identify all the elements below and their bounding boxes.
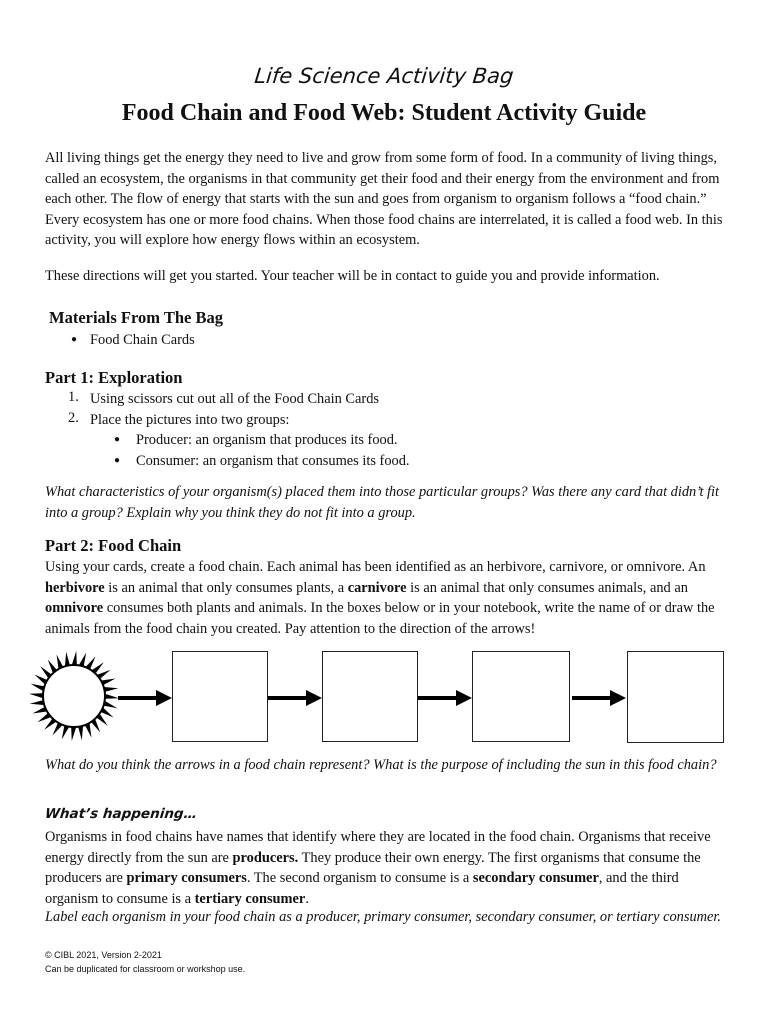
- happening-heading: What’s happening…: [44, 806, 198, 822]
- bullet-icon: ●: [71, 334, 78, 345]
- part1-heading: Part 1: Exploration: [45, 368, 183, 387]
- series-title: Life Science Activity Bag: [253, 64, 515, 88]
- term-producers: producers.: [232, 849, 299, 866]
- intro-paragraph: All living things get the energy they need to live and grow from some form of food. In a community of living things, called an ecosystem, the organisms in that community get their food and their energy from the environment and from each other. The flow of energy that starts with the sun and goes from organism to organism follows a “food chain.” Every ecosystem has one or more food chains. When those food chains are interrelated, it is called a food web. In this activity, you will explore how energy flows within an ecosystem.: [45, 150, 723, 248]
- food-chain-box[interactable]: [172, 651, 268, 742]
- part1-group-producer: Producer: an organism that produces its food.: [136, 432, 398, 448]
- part1-step-2: Place the pictures into two groups:: [90, 412, 290, 428]
- footer-copyright: © CIBL 2021, Version 2-2021: [45, 950, 162, 960]
- term-omnivore: omnivore: [45, 600, 104, 616]
- materials-heading: Materials From The Bag: [49, 308, 223, 327]
- arrow-icon: [418, 688, 472, 708]
- term-carnivore: carnivore: [347, 579, 407, 596]
- footer-usage: Can be duplicated for classroom or workshop use.: [45, 964, 246, 974]
- bullet-icon: ●: [114, 455, 121, 466]
- page-title: Food Chain and Food Web: Student Activity Guide: [121, 100, 647, 126]
- term-herbivore: herbivore: [45, 579, 105, 596]
- arrow-icon: [572, 688, 626, 708]
- materials-item: Food Chain Cards: [90, 332, 195, 348]
- food-chain-box[interactable]: [322, 651, 418, 742]
- part2-heading: Part 2: Food Chain: [45, 536, 182, 555]
- food-chain-box[interactable]: [472, 651, 570, 742]
- directions-paragraph: These directions will get you started. Your teacher will be in contact to guide you and provide information.: [45, 268, 660, 284]
- arrow-icon: [268, 688, 322, 708]
- happening-paragraph: Organisms in food chains have names that identify where they are located in the food chain. Organisms that receive energy directly from the sun are producers. They produce their own energy. The first organisms that consume the producers are primary consumers. The second organism to consume is a secondary consumer, and the third organism to consume is a tertiary consumer.: [45, 829, 711, 907]
- part1-step-1: Using scissors cut out all of the Food Chain Cards: [90, 391, 379, 407]
- part2-question: What do you think the arrows in a food chain represent? What is the purpose of including the sun in this food chain?: [45, 757, 717, 773]
- term-primary-consumers: primary consumers: [126, 870, 247, 886]
- step-number: 2.: [68, 410, 79, 426]
- term-tertiary-consumer: tertiary consumer: [194, 890, 306, 907]
- term-secondary-consumer: secondary consumer: [472, 870, 599, 886]
- arrow-icon: [118, 688, 172, 708]
- step-number: 1.: [68, 389, 79, 405]
- food-chain-box[interactable]: [627, 651, 724, 743]
- bullet-icon: ●: [114, 434, 121, 445]
- part1-question: What characteristics of your organism(s) placed them into those particular groups? Was there any card that didn’t fit into a group? Explain why you think they do not fit into a group.: [45, 484, 720, 521]
- sun-icon: [28, 650, 120, 742]
- part1-group-consumer: Consumer: an organism that consumes its food.: [136, 453, 410, 469]
- part2-paragraph: Using your cards, create a food chain. Each animal has been identified as an herbivore, carnivore, or omnivore. An herbivore is an animal that only consumes plants, a carnivore is an animal that only consumes animals, and an omnivore consumes both plants and animals. In the boxes below or in your notebook, write the name of or draw the animals from the food chain you created. Pay attention to the direction of the arrows!: [45, 559, 715, 637]
- label-instruction: Label each organism in your food chain as a producer, primary consumer, secondary consumer, or tertiary consumer.: [45, 909, 722, 925]
